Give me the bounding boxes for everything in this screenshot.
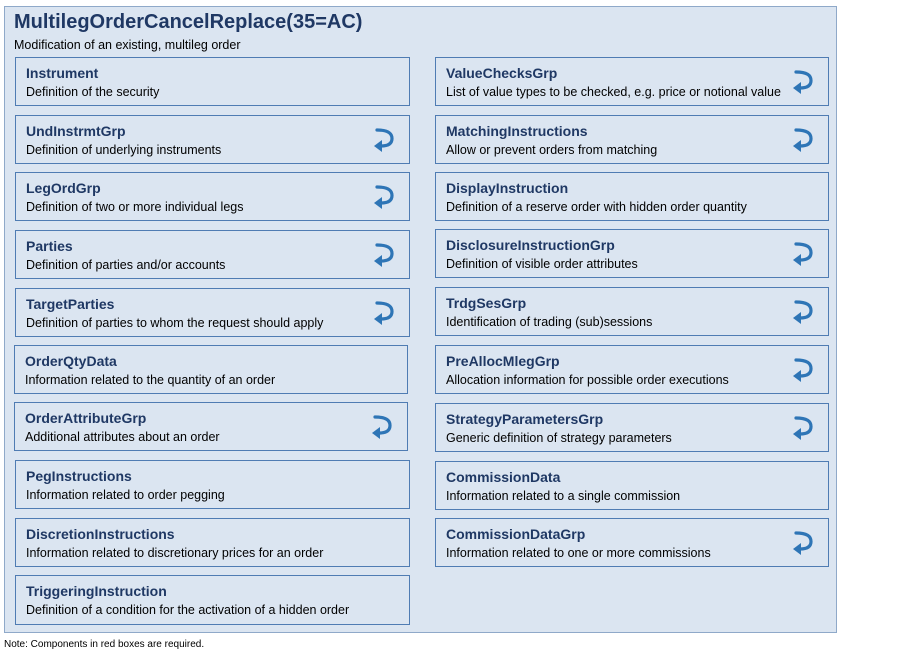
component-name: Parties [26, 238, 73, 254]
footer-note: Note: Components in red boxes are required. [4, 639, 205, 650]
component-description: Information related to order pegging [26, 488, 225, 502]
component-name: OrderAttributeGrp [25, 410, 147, 426]
repeat-arrow-icon [372, 184, 396, 210]
component-description: Definition of visible order attributes [446, 257, 638, 271]
component-description: Additional attributes about an order [25, 430, 220, 444]
component-name: TrdgSesGrp [446, 295, 527, 311]
component-name: DiscretionInstructions [26, 526, 175, 542]
component-description: Definition of parties and/or accounts [26, 258, 226, 272]
component-description: Definition of underlying instruments [26, 143, 222, 157]
component-name: UndInstrmtGrp [26, 123, 126, 139]
component-box-matching-instructions [435, 115, 829, 164]
component-description: Information related to the quantity of an order [25, 373, 276, 387]
component-description: Identification of trading (sub)sessions [446, 315, 653, 329]
repeat-arrow-icon [372, 300, 396, 326]
component-box-parties [15, 230, 410, 279]
component-description: Definition of a condition for the activation of a hidden order [26, 603, 350, 617]
component-name: TargetParties [26, 296, 115, 312]
component-name: TriggeringInstruction [26, 583, 167, 599]
component-box-commission-data [435, 461, 829, 510]
component-name: PegInstructions [26, 468, 132, 484]
component-description: Definition of the security [26, 85, 160, 99]
component-description: Information related to discretionary prices for an order [26, 546, 324, 560]
repeat-arrow-icon [791, 357, 815, 383]
component-description: List of value types to be checked, e.g. price or notional value [446, 85, 781, 99]
component-name: OrderQtyData [25, 353, 117, 369]
component-box-order-attribute-grp [14, 402, 408, 451]
component-description: Definition of a reserve order with hidden order quantity [446, 200, 747, 214]
component-box-value-checks-grp [435, 57, 829, 106]
component-box-display-instruction [435, 172, 829, 221]
component-description: Information related to one or more commissions [446, 546, 711, 560]
repeat-arrow-icon [370, 414, 394, 440]
component-description: Information related to a single commission [446, 489, 681, 503]
component-box-order-qty-data [14, 345, 408, 394]
component-name: CommissionData [446, 469, 561, 485]
component-name: CommissionDataGrp [446, 526, 586, 542]
repeat-arrow-icon [372, 242, 396, 268]
component-box-pre-alloc-mleg-grp [435, 345, 829, 394]
component-box-und-instrmt-grp [15, 115, 410, 164]
component-name: Instrument [26, 65, 99, 81]
component-name: DisclosureInstructionGrp [446, 237, 615, 253]
component-box-strategy-parameters-grp [435, 403, 829, 452]
repeat-arrow-icon [791, 241, 815, 267]
repeat-arrow-icon [791, 69, 815, 95]
component-box-leg-ord-grp [15, 172, 410, 221]
component-box-triggering-instruction [15, 575, 410, 625]
repeat-arrow-icon [791, 127, 815, 153]
component-box-trdg-ses-grp [435, 287, 829, 336]
page-title: MultilegOrderCancelReplace(35=AC) [14, 11, 363, 33]
component-description: Generic definition of strategy parameters [446, 431, 672, 445]
component-box-commission-data-grp [435, 518, 829, 567]
component-description: Allocation information for possible order executions [446, 373, 729, 387]
repeat-arrow-icon [791, 415, 815, 441]
component-name: PreAllocMlegGrp [446, 353, 560, 369]
component-name: LegOrdGrp [26, 180, 101, 196]
component-name: DisplayInstruction [446, 180, 569, 196]
page-subtitle: Modification of an existing, multileg order [14, 38, 241, 52]
repeat-arrow-icon [791, 530, 815, 556]
component-description: Definition of parties to whom the request should apply [26, 316, 324, 330]
component-box-peg-instructions [15, 460, 410, 509]
component-name: ValueChecksGrp [446, 65, 558, 81]
component-description: Definition of two or more individual legs [26, 200, 244, 214]
component-box-disclosure-instruction-grp [435, 229, 829, 278]
component-description: Allow or prevent orders from matching [446, 143, 658, 157]
component-name: MatchingInstructions [446, 123, 588, 139]
repeat-arrow-icon [791, 299, 815, 325]
component-box-discretion-instructions [15, 518, 410, 567]
component-box-target-parties [15, 288, 410, 337]
repeat-arrow-icon [372, 127, 396, 153]
component-name: StrategyParametersGrp [446, 411, 604, 427]
component-box-instrument [15, 57, 410, 106]
